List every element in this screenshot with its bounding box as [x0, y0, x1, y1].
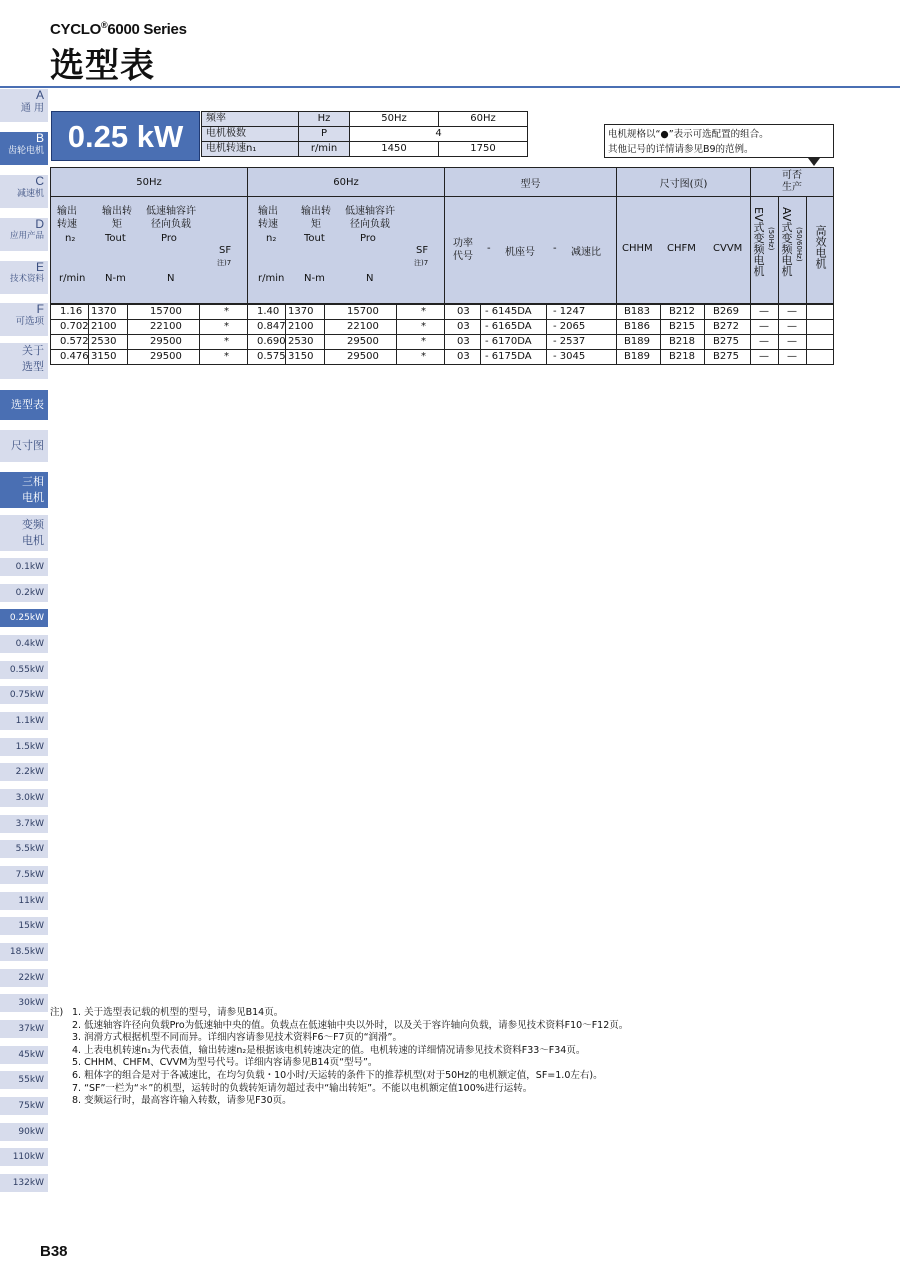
- sidebar-kw-item[interactable]: 5.5kW: [0, 840, 48, 858]
- table-cell-n60: 0.690: [248, 335, 286, 350]
- sidebar-kw-item[interactable]: 55kW: [0, 1071, 48, 1089]
- table-cell-chfm: B212: [661, 304, 705, 320]
- header-60hz-block: [248, 197, 445, 305]
- sidebar-kw-item-active[interactable]: 0.25kW: [0, 609, 48, 627]
- table-cell-chfm: B218: [661, 350, 705, 365]
- selection-table: [50, 167, 834, 365]
- sidebar-kw-item[interactable]: 45kW: [0, 1046, 48, 1064]
- page-title: 选型表: [50, 46, 155, 86]
- col-sf-note: 注)7: [217, 259, 232, 267]
- sidebar-item-b[interactable]: B 齿轮电机: [0, 132, 48, 165]
- col-sf-label: SF: [416, 245, 429, 256]
- table-cell-av: —: [779, 320, 807, 335]
- footnote-item: 7. “SF”一栏为“＊”的机型，运转时的负载转矩请勿超过表中“输出转矩”。不能以电机额定值100%进行运转。: [72, 1082, 533, 1094]
- group-header-availability: 可否 生产: [751, 168, 834, 197]
- table-cell-p50: 29500: [128, 350, 200, 365]
- spec-label: 电机转速n₁: [202, 142, 299, 157]
- table-cell-ratio: - 1247: [547, 304, 617, 320]
- table-cell-n60: 0.847: [248, 320, 286, 335]
- footnote-item: 6. 粗体字的组合是对于各减速比，在均匀负载・10小时/天运转的条件下的推荐机型(对于50Hz的电机额定值，SF=1.0左右)。: [72, 1069, 603, 1081]
- col-torque-unit: N-m: [304, 273, 325, 284]
- table-cell-ev: —: [751, 350, 779, 365]
- table-cell-n50: 0.476: [51, 350, 89, 365]
- sidebar-kw-item[interactable]: 110kW: [0, 1148, 48, 1166]
- table-cell-sf50: *: [200, 304, 248, 320]
- power-rating: 0.25 kW: [51, 111, 200, 161]
- sidebar-kw-item[interactable]: 0.1kW: [0, 558, 48, 576]
- table-cell-chhm: B186: [617, 320, 661, 335]
- table-cell-sf60: *: [397, 335, 445, 350]
- table-cell-sf50: *: [200, 335, 248, 350]
- col-torque-symbol: Tout: [304, 233, 325, 244]
- col-power-code: 功率 代号: [453, 238, 473, 262]
- page-number: B38: [40, 1243, 68, 1260]
- table-cell-hi: [807, 350, 834, 365]
- group-header-50hz: 50Hz: [51, 168, 248, 197]
- footnote-item: 3. 润滑方式根据机型不同而异。详细内容请参见技术资料F6～F7页的“润滑”。: [72, 1032, 402, 1044]
- sidebar-kw-item[interactable]: 3.0kW: [0, 789, 48, 807]
- table-cell-t50: 3150: [89, 350, 128, 365]
- sidebar-kw-item[interactable]: 37kW: [0, 1020, 48, 1038]
- col-av-label: AV式变频电机: [780, 207, 793, 277]
- table-cell-p60: 22100: [325, 320, 397, 335]
- table-cell-sf60: *: [397, 350, 445, 365]
- legend-note: 电机规格以“●”表示可选配置的组合。 其他记号的详情请参见B9的范例。: [604, 124, 834, 158]
- col-ev-label: EV式变频电机: [752, 207, 765, 277]
- table-cell-n50: 1.16: [51, 304, 89, 320]
- table-cell-t50: 2100: [89, 320, 128, 335]
- spec-value: 60Hz: [439, 112, 528, 127]
- col-ratio: 减速比: [571, 247, 601, 258]
- table-cell-sf50: *: [200, 350, 248, 365]
- table-cell-n60: 0.575: [248, 350, 286, 365]
- col-chhm: CHHM: [622, 243, 653, 254]
- table-cell-chhm: B189: [617, 335, 661, 350]
- sidebar-kw-item[interactable]: 0.4kW: [0, 635, 48, 653]
- table-cell-t50: 1370: [89, 304, 128, 320]
- col-speed-symbol: n₂: [65, 233, 76, 244]
- table-cell-cvvm: B269: [705, 304, 751, 320]
- col-hi-label: 高效电机: [814, 225, 827, 269]
- table-cell-code: 03: [445, 335, 481, 350]
- col-speed-unit: r/min: [258, 273, 285, 284]
- header-dimension-block: [617, 197, 751, 305]
- sidebar-kw-item[interactable]: 7.5kW: [0, 866, 48, 884]
- col-load-label: 低速轴容许 径向负载: [146, 206, 196, 230]
- sidebar-kw-item[interactable]: 2.2kW: [0, 763, 48, 781]
- sidebar-item-three-phase[interactable]: 三相 电机: [0, 472, 48, 508]
- table-cell-code: 03: [445, 304, 481, 320]
- table-cell-cvvm: B272: [705, 320, 751, 335]
- table-cell-frame: - 6170DA: [481, 335, 547, 350]
- motor-spec-table: [201, 111, 528, 157]
- spec-label: 电机极数: [202, 127, 299, 142]
- group-header-dimension: 尺寸图(页): [617, 168, 751, 197]
- table-cell-cvvm: B275: [705, 335, 751, 350]
- table-cell-t60: 3150: [286, 350, 325, 365]
- header-rule: [0, 86, 900, 88]
- table-cell-t50: 2530: [89, 335, 128, 350]
- table-row: [51, 335, 834, 350]
- header-ev: [751, 197, 779, 305]
- col-sf-note: 注)7: [414, 259, 429, 267]
- table-cell-ratio: - 2065: [547, 320, 617, 335]
- col-chfm: CHFM: [667, 243, 696, 254]
- footnote-item: 4. 上表电机转速n₁为代表值，输出转速n₂是根据该电机转速决定的值。电机转速的详细情况请参见技术资料F33～F34页。: [72, 1044, 586, 1056]
- table-cell-p60: 29500: [325, 350, 397, 365]
- col-speed-label: 输出 转速: [57, 206, 77, 230]
- table-cell-av: —: [779, 304, 807, 320]
- table-cell-p60: 29500: [325, 335, 397, 350]
- sidebar-kw-item[interactable]: 3.7kW: [0, 815, 48, 833]
- spec-label: 频率: [202, 112, 299, 127]
- footnote-item: 8. 变频运行时，最高容许输入转数，请参见F30页。: [72, 1095, 292, 1107]
- col-torque-label: 输出转 矩: [102, 206, 132, 230]
- col-speed-label: 输出 转速: [258, 206, 278, 230]
- footnote-item: 5. CHHM、CHFM、CVVM为型号代号。详细内容请参见B14页“型号”。: [72, 1057, 378, 1069]
- header-av: [779, 197, 807, 305]
- sidebar-item-a[interactable]: A 通 用: [0, 89, 48, 122]
- group-header-60hz: 60Hz: [248, 168, 445, 197]
- table-cell-frame: - 6145DA: [481, 304, 547, 320]
- col-torque-unit: N-m: [105, 273, 126, 284]
- sidebar-kw-item[interactable]: 90kW: [0, 1123, 48, 1141]
- col-speed-symbol: n₂: [266, 233, 277, 244]
- col-torque-label: 输出转 矩: [301, 206, 331, 230]
- col-load-unit: N: [167, 273, 175, 284]
- table-cell-chhm: B183: [617, 304, 661, 320]
- table-cell-code: 03: [445, 320, 481, 335]
- table-cell-hi: [807, 304, 834, 320]
- footnote-item: 2. 低速轴容许径向负载Pro为低速轴中央的值。负载点在低速轴中央以外时，以及关于容许轴向负载，请参见技术资料F10～F12页。: [72, 1019, 629, 1031]
- spec-value: 1750: [439, 142, 528, 157]
- table-cell-frame: - 6175DA: [481, 350, 547, 365]
- sidebar-item-d[interactable]: D 应用产品: [0, 218, 48, 251]
- table-cell-frame: - 6165DA: [481, 320, 547, 335]
- table-cell-n50: 0.572: [51, 335, 89, 350]
- table-cell-chfm: B218: [661, 335, 705, 350]
- table-cell-av: —: [779, 335, 807, 350]
- col-ev-note: (50Hz): [767, 227, 775, 251]
- table-cell-p50: 15700: [128, 304, 200, 320]
- table-cell-ev: —: [751, 320, 779, 335]
- footnotes: [50, 1007, 628, 1108]
- sidebar-kw-item[interactable]: 11kW: [0, 892, 48, 910]
- table-cell-t60: 1370: [286, 304, 325, 320]
- sidebar-kw-item[interactable]: 15kW: [0, 917, 48, 935]
- spec-value: 1450: [350, 142, 439, 157]
- header-model-block: [445, 197, 617, 305]
- sidebar-item-table[interactable]: 选型表: [0, 390, 48, 420]
- sidebar-item-e[interactable]: E 技术资料: [0, 261, 48, 294]
- sidebar-item-dimension[interactable]: 尺寸图: [0, 430, 48, 462]
- table-cell-p50: 29500: [128, 335, 200, 350]
- header-50hz-block: [51, 197, 248, 305]
- col-load-symbol: Pro: [360, 233, 376, 244]
- table-cell-av: —: [779, 350, 807, 365]
- table-cell-n60: 1.40: [248, 304, 286, 320]
- table-cell-hi: [807, 335, 834, 350]
- sidebar-item-c[interactable]: C 减速机: [0, 175, 48, 208]
- sidebar-item-about[interactable]: 关于 选型: [0, 343, 48, 379]
- sidebar-item-inverter[interactable]: 变频 电机: [0, 515, 48, 551]
- spec-unit: Hz: [299, 112, 350, 127]
- sidebar-kw-item[interactable]: 132kW: [0, 1174, 48, 1192]
- spec-value: 50Hz: [350, 112, 439, 127]
- col-cvvm: CVVM: [713, 243, 743, 254]
- spec-unit: P: [299, 127, 350, 142]
- sidebar-kw-item[interactable]: 22kW: [0, 969, 48, 987]
- table-cell-p50: 22100: [128, 320, 200, 335]
- table-cell-sf60: *: [397, 320, 445, 335]
- col-frame: 机座号: [505, 247, 535, 258]
- col-load-label: 低速轴容许 径向负载: [345, 206, 395, 230]
- footnote-item: 注) 1. 关于选型表记载的机型的型号，请参见B14页。: [50, 1007, 284, 1018]
- col-av-note: (50/60Hz): [795, 227, 803, 262]
- table-row: [51, 350, 834, 365]
- table-cell-chhm: B189: [617, 350, 661, 365]
- sidebar-kw-item[interactable]: 75kW: [0, 1097, 48, 1115]
- col-dash: -: [487, 243, 491, 254]
- table-row: [51, 304, 834, 320]
- table-row: [51, 320, 834, 335]
- table-cell-hi: [807, 320, 834, 335]
- sidebar-item-f[interactable]: F 可选项: [0, 303, 48, 336]
- series-name: CYCLO®6000 Series: [50, 20, 187, 38]
- table-cell-sf50: *: [200, 320, 248, 335]
- table-cell-ev: —: [751, 335, 779, 350]
- spec-value: 4: [350, 127, 528, 142]
- table-cell-code: 03: [445, 350, 481, 365]
- col-dash: -: [553, 243, 557, 254]
- col-torque-symbol: Tout: [105, 233, 126, 244]
- header-high-efficiency: [807, 197, 834, 305]
- sidebar-kw-item[interactable]: 30kW: [0, 994, 48, 1012]
- table-cell-n50: 0.702: [51, 320, 89, 335]
- table-cell-chfm: B215: [661, 320, 705, 335]
- table-cell-ratio: - 3045: [547, 350, 617, 365]
- sidebar-kw-item[interactable]: 1.5kW: [0, 738, 48, 756]
- table-cell-t60: 2100: [286, 320, 325, 335]
- group-header-model: 型号: [445, 168, 617, 197]
- col-speed-unit: r/min: [59, 273, 86, 284]
- sidebar-kw-item[interactable]: 0.55kW: [0, 661, 48, 679]
- table-cell-cvvm: B275: [705, 350, 751, 365]
- col-load-symbol: Pro: [161, 233, 177, 244]
- sidebar-kw-item[interactable]: 0.2kW: [0, 584, 48, 602]
- col-load-unit: N: [366, 273, 374, 284]
- sidebar-kw-item[interactable]: 0.75kW: [0, 686, 48, 704]
- spec-unit: r/min: [299, 142, 350, 157]
- sidebar-kw-item[interactable]: 1.1kW: [0, 712, 48, 730]
- sidebar-kw-item[interactable]: 18.5kW: [0, 943, 48, 961]
- table-cell-t60: 2530: [286, 335, 325, 350]
- col-sf-label: SF: [219, 245, 232, 256]
- down-arrow-icon: [808, 158, 820, 166]
- table-cell-p60: 15700: [325, 304, 397, 320]
- table-cell-ratio: - 2537: [547, 335, 617, 350]
- table-cell-sf60: *: [397, 304, 445, 320]
- table-cell-ev: —: [751, 304, 779, 320]
